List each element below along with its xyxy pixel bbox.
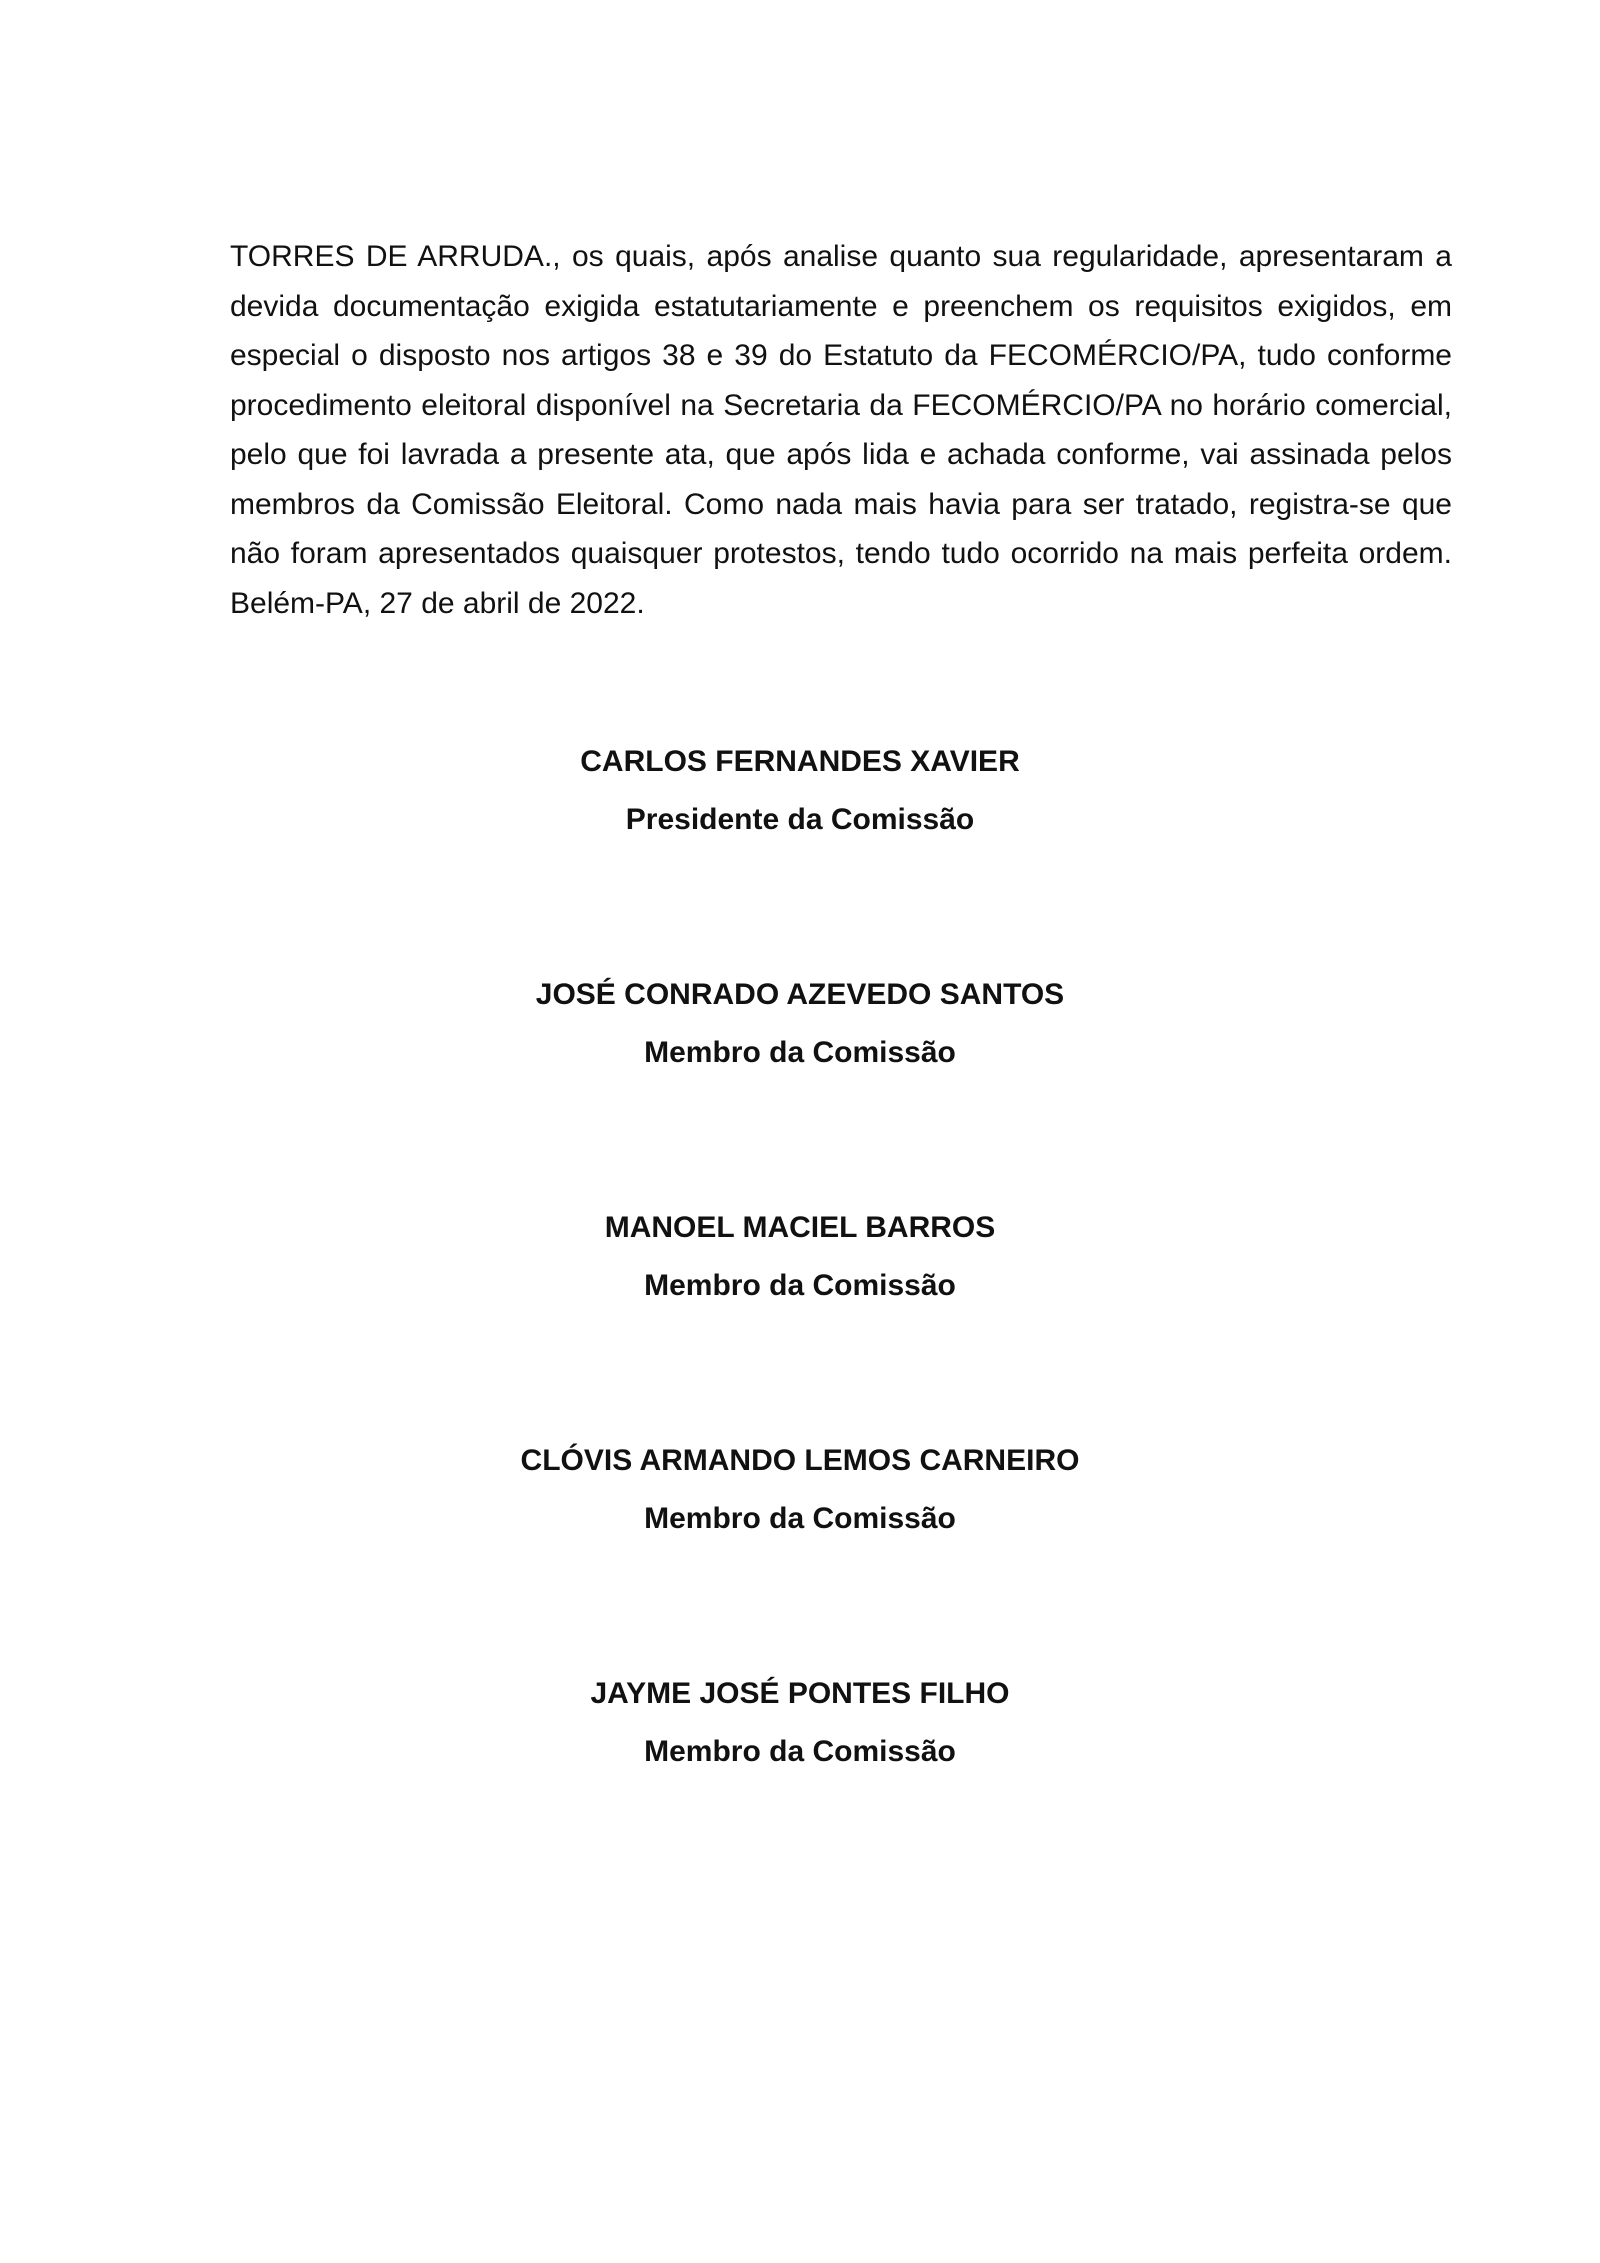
- signer-role: Membro da Comissão: [644, 1735, 956, 1768]
- signer-name: MANOEL MACIEL BARROS: [604, 1211, 996, 1244]
- signature-block: [0, 975, 1600, 1208]
- signer-role: Membro da Comissão: [644, 1036, 956, 1069]
- signature-block: [0, 1674, 1600, 1907]
- signer-name: CARLOS FERNANDES XAVIER: [580, 745, 1020, 778]
- signer-role: Presidente da Comissão: [625, 803, 975, 836]
- signer-role: Membro da Comissão: [644, 1502, 956, 1535]
- body-paragraph: TORRES DE ARRUDA., os quais, após analise quanto sua regularidade, apresentaram a devida documentação exigida estatutariamente e preenchem os requisitos exigidos, em especial o disposto nos artigos 38 e 39 do Estatuto da FECOMÉRCIO/PA, tudo conforme procedimento eleitoral disponível na Secretaria da FECOMÉRCIO/PA no horário comercial, pelo que foi lavrada a presente ata, que após lida e achada conforme, vai assinada pelos membros da Comissão Eleitoral. Como nada mais havia para ser tratado, registra-se que não foram apresentados quaisquer protestos, tendo tudo ocorrido na mais perfeita ordem. Belém-PA, 27 de abril de 2022.: [230, 240, 1452, 620]
- signer-name: JOSÉ CONRADO AZEVEDO SANTOS: [535, 978, 1065, 1011]
- signer-role: Membro da Comissão: [644, 1269, 956, 1302]
- signature-block: [0, 742, 1600, 975]
- signature-block: [0, 1441, 1600, 1674]
- signature-list: [0, 742, 1600, 1907]
- signer-name: CLÓVIS ARMANDO LEMOS CARNEIRO: [520, 1444, 1080, 1477]
- signature-block: [0, 1208, 1600, 1441]
- signer-name: JAYME JOSÉ PONTES FILHO: [590, 1677, 1010, 1710]
